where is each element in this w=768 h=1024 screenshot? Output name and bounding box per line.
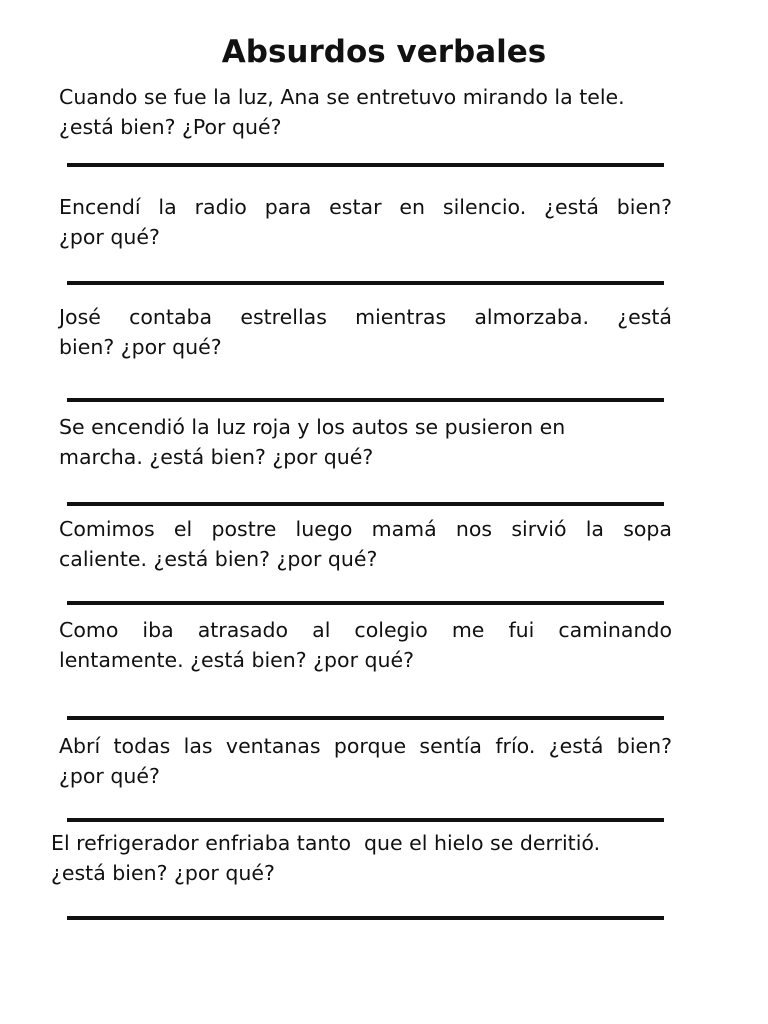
answer-line-1[interactable] [67, 163, 664, 167]
question-8-line-1: El refrigerador enfriaba tanto que el hielo se derritió. [51, 831, 601, 855]
answer-line-8[interactable] [67, 916, 664, 920]
answer-line-6[interactable] [67, 716, 664, 720]
question-8-line-2: ¿está bien? ¿por qué? [51, 861, 275, 885]
question-5-line-1: Comimos el postre luego mamá nos sirvió la sopa [59, 517, 672, 541]
question-6-line-1: Como iba atrasado al colegio me fui caminando [59, 618, 672, 642]
worksheet-title: Absurdos verbales [221, 34, 547, 70]
answer-line-7[interactable] [67, 818, 664, 822]
question-7-line-2: ¿por qué? [59, 764, 160, 788]
question-4 [59, 412, 672, 472]
question-4-line-2: marcha. ¿está bien? ¿por qué? [59, 445, 374, 469]
question-3-line-1: José contaba estrellas mientras almorzaba. ¿está [59, 305, 672, 329]
question-1-line-2: ¿está bien? ¿Por qué? [59, 115, 282, 139]
question-8 [51, 828, 651, 888]
question-1-line-1: Cuando se fue la luz, Ana se entretuvo mirando la tele. [59, 85, 625, 109]
question-4-line-1: Se encendió la luz roja y los autos se pusieron en [59, 415, 566, 439]
answer-line-5[interactable] [67, 601, 664, 605]
question-6-line-2: lentamente. ¿está bien? ¿por qué? [59, 648, 415, 672]
question-5 [59, 514, 672, 574]
question-7 [59, 731, 672, 791]
question-5-line-2: caliente. ¿está bien? ¿por qué? [59, 547, 378, 571]
question-2-line-2: ¿por qué? [59, 225, 160, 249]
question-2-line-1: Encendí la radio para estar en silencio. ¿está bien? [59, 195, 672, 219]
answer-line-2[interactable] [67, 281, 664, 285]
question-3-line-2: bien? ¿por qué? [59, 335, 222, 359]
question-2 [59, 192, 672, 252]
question-7-line-1: Abrí todas las ventanas porque sentía frío. ¿está bien? [59, 734, 672, 758]
answer-line-4[interactable] [67, 502, 664, 506]
question-1 [59, 82, 672, 142]
answer-line-3[interactable] [67, 398, 664, 402]
question-3 [59, 302, 672, 362]
question-6 [59, 615, 672, 675]
